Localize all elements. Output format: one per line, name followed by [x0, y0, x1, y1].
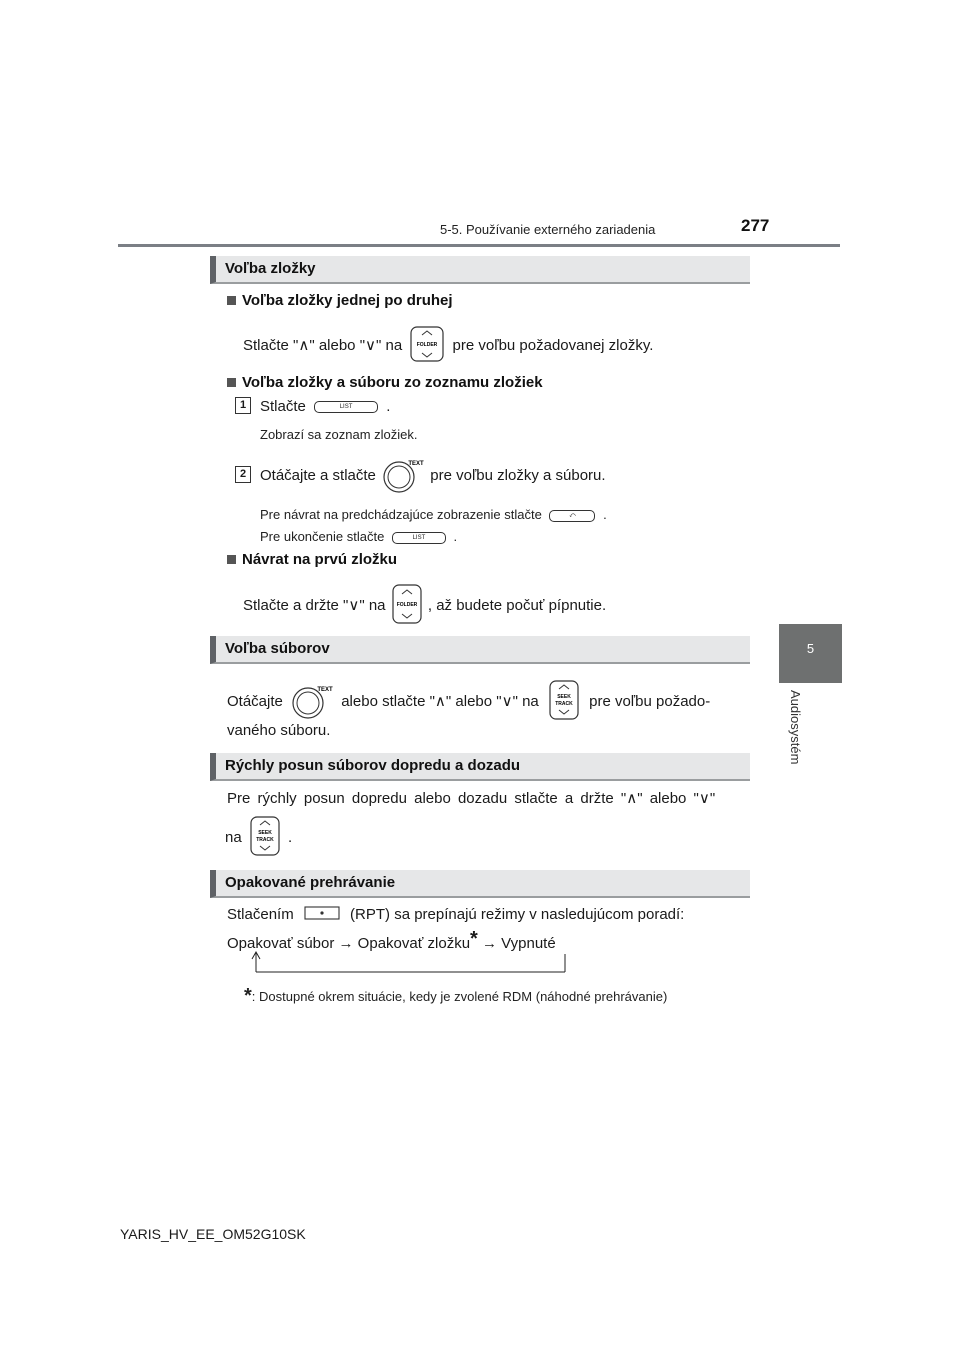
step2-text: Otáčajte a stlačte TEXT pre voľbu zložky a súboru. — [260, 458, 606, 494]
step1-text: Stlačte LIST . — [260, 398, 391, 415]
text-label: TEXT — [317, 687, 333, 693]
folder-label: FOLDER — [417, 342, 438, 348]
back-button-icon: ⤺ — [549, 510, 595, 522]
section-heading-file: Voľba súborov — [210, 636, 750, 664]
square-bullet-icon — [227, 378, 236, 387]
fast-move-line2: na SEEK TRACK . — [225, 816, 292, 860]
file-select-line1: Otáčajte TEXT alebo stlačte "∧" alebo "∨" na SEEK TRACK pre voľbu požado- — [227, 680, 710, 724]
subheading-folder-list: Voľba zložky a súboru zo zoznamu zložiek — [227, 374, 543, 391]
repeat-cycle-arrow-icon — [250, 950, 570, 981]
document-code: YARIS_HV_EE_OM52G10SK — [120, 1226, 306, 1242]
fast-move-line1: Pre rýchly posun dopredu alebo dozadu stlačte a držte "∧" alebo "∨" — [227, 790, 716, 807]
section-heading-folder: Voľba zložky — [210, 256, 750, 284]
step-number-2: 2 — [235, 466, 251, 483]
square-bullet-icon — [227, 296, 236, 305]
header-rule — [118, 244, 840, 247]
track-label: TRACK — [555, 701, 573, 707]
exit-note: Pre ukončenie stlačte LIST . — [260, 529, 458, 544]
chapter-tab — [779, 624, 842, 683]
folder-button-icon — [410, 326, 444, 366]
list-button-icon: LIST — [392, 532, 446, 544]
running-header-section: 5-5. Používanie externého zariadenia — [440, 222, 656, 237]
page-number: 277 — [741, 216, 770, 235]
section-heading-fast: Rýchly posun súborov dopredu a dozadu — [210, 753, 750, 781]
text-label: TEXT — [408, 461, 424, 467]
folder-label: FOLDER — [396, 602, 417, 608]
track-label: TRACK — [256, 837, 274, 843]
seek-track-button-icon — [549, 680, 579, 724]
footnote: *: Dostupné okrem situácie, kedy je zvolené RDM (náhodné prehrávanie) — [244, 985, 668, 1007]
seek-label: SEEK — [258, 830, 272, 836]
chapter-number: 5 — [806, 641, 815, 656]
folder-one-text: Stlačte "∧" alebo "∨" na FOLDER pre voľbu požadovanej zložky. — [243, 326, 653, 366]
text-knob-icon — [382, 458, 424, 494]
rpt-button-icon — [304, 906, 340, 924]
step1-note: Zobrazí sa zoznam zložiek. — [260, 427, 418, 442]
subheading-folder-one: Voľba zložky jednej po druhej — [227, 292, 453, 309]
list-button-icon: LIST — [314, 401, 378, 413]
text-knob-icon — [291, 684, 333, 720]
back-note: Pre návrat na predchádzajúce zobrazenie stlačte ⤺ . — [260, 507, 607, 522]
repeat-line1: Stlačením (RPT) sa prepínajú režimy v nasledujúcom poradí: — [227, 906, 685, 923]
folder-first-text: Stlačte a držte "∨" na FOLDER , až budete počuť pípnutie. — [243, 584, 606, 628]
step-number-1: 1 — [235, 397, 251, 414]
subheading-folder-first: Návrat na prvú zložku — [227, 551, 397, 568]
seek-label: SEEK — [557, 694, 571, 700]
chapter-tab-label — [786, 690, 806, 790]
file-select-line2: vaného súboru. — [227, 722, 331, 739]
square-bullet-icon — [227, 555, 236, 564]
folder-button-icon — [392, 584, 422, 628]
chapter-label: Audiosystém — [788, 690, 803, 765]
seek-track-button-icon — [250, 816, 280, 860]
repeat-line2: Opakovať súbor → Opakovať zložku* → Vypnuté — [227, 928, 556, 952]
section-heading-repeat: Opakované prehrávanie — [210, 870, 750, 898]
